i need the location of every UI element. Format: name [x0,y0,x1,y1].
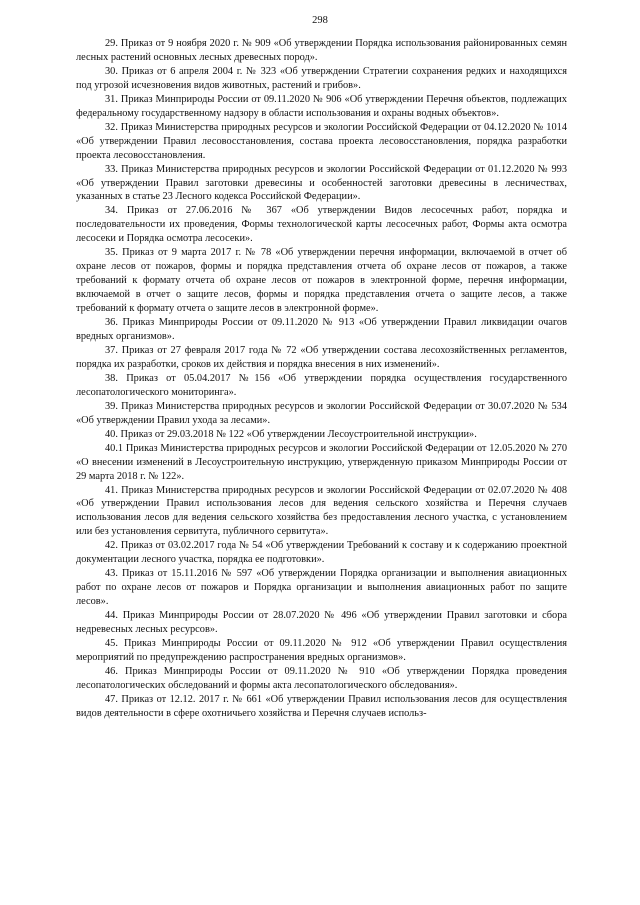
list-item: 37. Приказ от 27 февраля 2017 года № 72 «Об утверждении состава лесохозяйственных регламентов, порядка их разработки, сроков их действия и порядка внесения в них изменений». [76,344,567,370]
list-item: 41. Приказ Министерства природных ресурсов и экологии Российской Федерации от 02.07.2020 № 408 «Об утверждении Правил использования лесов для ведения сельского хозяйства и Перечня случаев использования лесов для ведения сельского хозяйства без предоставления лесного участка, с установлением или без установления сервитута, публичного сервитута». [76,484,567,538]
list-item: 43. Приказ от 15.11.2016 № 597 «Об утверждении Порядка организации и выполнения авиационных работ по охране лесов от пожаров и Порядка организации и выполнения авиационных работ по защите лесов». [76,568,567,608]
list-item: 40.1 Приказ Министерства природных ресурсов и экологии Российской Федерации от 12.05.2020 № 270 «О внесении изменений в Лесоустроительную инструкцию, утвержденную приказом Минприроды России от 29 марта 2018 г. № 122». [76,442,567,482]
list-item: 31. Приказ Минприроды России от 09.11.2020 № 906 «Об утверждении Перечня объектов, подлежащих федеральному государственному надзору в области использования и охраны водных объектов». [76,93,567,119]
list-item: 47. Приказ от 12.12. 2017 г. № 661 «Об утверждении Правил использования лесов для осуществления видов деятельности в сфере охотничьего хозяйства и Перечня случаев использ- [76,693,567,719]
list-item: 42. Приказ от 03.02.2017 года № 54 «Об утверждении Требований к составу и к содержанию проектной документации лесного участка, порядка ее подготовки». [76,540,567,566]
list-item: 44. Приказ Минприроды России от 28.07.2020 № 496 «Об утверждении Правил заготовки и сбора недревесных лесных ресурсов». [76,610,567,636]
list-item: 32. Приказ Министерства природных ресурсов и экологии Российской Федерации от 04.12.2020 № 1014 «Об утверждении Правил лесовосстановления, состава проекта лесовосстановления, порядка разработки проекта лесовосстановления. [76,121,567,161]
list-item: 38. Приказ от 05.04.2017 №156 «Об утверждении порядка осуществления государственного лесопатологического мониторинга». [76,372,567,398]
list-item: 46. Приказ Минприроды России от 09.11.2020 № 910 «Об утверждении Порядка проведения лесопатологических обследований и формы акта лесопатологического обследования». [76,665,567,691]
list-item: 35. Приказ от 9 марта 2017 г. № 78 «Об утверждении перечня информации, включаемой в отчет об охране лесов от пожаров, формы и порядка представления отчета об охране лесов от пожаров, а также требований к формату отчета об охране лесов от пожаров в электронной форме, перечня информации, включаемой в отчет о защите лесов, формы и порядка представления отчета о защите лесов, а также требований к формату отчета о защите лесов в электронной форме». [76,247,567,315]
document-body [76,37,567,721]
list-item: 30. Приказ от 6 апреля 2004 г. № 323 «Об утверждении Стратегии сохранения редких и находящихся под угрозой исчезновения видов животных, растений и грибов». [76,65,567,91]
list-item: 45. Приказ Минприроды России от 09.11.2020 № 912 «Об утверждении Правил осуществления мероприятий по предупреждению распространения вредных организмов». [76,637,567,663]
list-item: 33. Приказ Министерства природных ресурсов и экологии Российской Федерации от 01.12.2020 № 993 «Об утверждении Правил заготовки древесины и особенностей заготовки древесины в лесничествах, указанных в статье 23 Лесного кодекса Российской Федерации». [76,163,567,203]
list-item: 36. Приказ Минприроды России от 09.11.2020 № 913 «Об утверждении Правил ликвидации очагов вредных организмов». [76,317,567,343]
list-item: 40. Приказ от 29.03.2018 № 122 «Об утверждении Лесоустроительной инструкции». [105,428,477,440]
list-item: 39. Приказ Министерства природных ресурсов и экологии Российской Федерации от 30.07.2020 № 534 «Об утверждении Правил ухода за лесами». [76,400,567,426]
page-number: 298 [312,15,328,26]
list-item: 29. Приказ от 9 ноября 2020 г. № 909 «Об утверждении Порядка использования районированных семян лесных растений основных лесных древесных пород». [76,38,567,63]
list-item: 34. Приказ от 27.06.2016 № 367 «Об утверждении Видов лесосечных работ, порядка и последовательности их проведения, Формы технологической карты лесосечных работ, Формы акта осмотра лесосеки и Порядка осмотра лесосеки». [76,205,567,245]
